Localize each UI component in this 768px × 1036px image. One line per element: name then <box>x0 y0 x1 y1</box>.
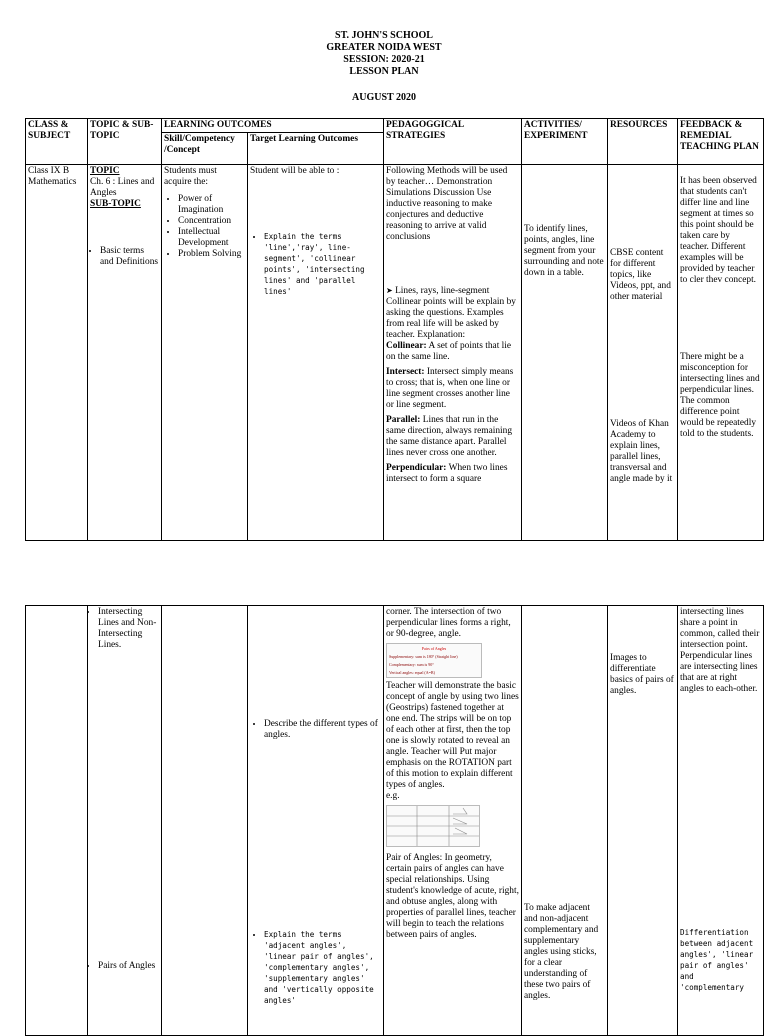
skill-item: • Power of Imagination <box>178 194 245 216</box>
col-header-class: CLASS & SUBJECT <box>26 119 88 165</box>
topic-text: Ch. 6 : Lines and Angles <box>90 177 155 198</box>
activity-text: To identify lines, points, angles, line segment from your surrounding and note down in a table. <box>524 224 604 278</box>
skill-item: • Problem Solving <box>178 249 245 260</box>
ped-eg: e.g. <box>386 791 400 801</box>
ped-cont: corner. The intersection of two perpendicular lines forms a right, or 90-degree, angle. <box>386 607 511 639</box>
col-header-activities: ACTIVITIES/ EXPERIMENT <box>522 119 608 165</box>
figure-row: Complementary: sum is 90° <box>389 662 434 667</box>
feedback-text-4: Differentiation between adjacent angles', 'linear pair of angles' and 'complementary <box>680 928 754 992</box>
skill-cell-empty <box>162 606 248 1036</box>
intersect-label: Intersect: <box>386 367 425 377</box>
resource-text-3: Images to differentiate basics of pairs of angles. <box>610 653 674 696</box>
parallel-text: Lines that run in the same direction, always remaining the same distance apart. Parallel lines never cross one another. <box>386 415 513 458</box>
intersect-text: Intersect simply means to cross; that is, when one line or line segment crosses another line or line segment. <box>386 367 514 410</box>
lesson-plan-table-page2 <box>25 605 764 1036</box>
subtopic-item: • Pairs of Angles <box>98 961 159 972</box>
target-item: • Explain the terms 'line','ray', line-segment', 'collinear points', 'intersecting lines' and 'parallel lines' <box>264 231 381 297</box>
doc-title: LESSON PLAN <box>349 66 419 77</box>
subtopic-item: • Intersecting Lines and Non-Intersecting Lines. <box>98 607 159 651</box>
target-cell <box>248 165 384 541</box>
resources-cell-2 <box>608 606 678 1036</box>
resource-text-2: Videos of Khan Academy to explain lines, parallel lines, transversal and angle made by it <box>610 419 673 484</box>
pairs-of-angles-figure <box>386 643 482 678</box>
target-cell-2 <box>248 606 384 1036</box>
target-intro: Student will be able to : <box>250 166 340 176</box>
subtopic-item: • Basic terms and Definitions <box>100 246 159 268</box>
pedagogical-cell <box>384 165 522 541</box>
ped-explain: Collinear points will be explain by asking the questions. Examples from real life will be asked by teacher. Explanation: <box>386 297 516 340</box>
ped-methods: Following Methods will be used by teacher… Demonstration Simulations Discussion Use inductive reasoning to make conjectures and deductive reasoning to arrive at valid conclusions <box>386 166 508 242</box>
feedback-cell <box>678 165 764 541</box>
topic-label: TOPIC <box>90 166 120 176</box>
activity-cell <box>522 165 608 541</box>
pedagogical-cell-2 <box>384 606 522 1036</box>
class-cell-empty <box>26 606 88 1036</box>
activity-cell-2 <box>522 606 608 1036</box>
col-header-topic: TOPIC & SUB-TOPIC <box>88 119 162 165</box>
month-title: AUGUST 2020 <box>352 92 416 103</box>
feedback-text-2: There might be a misconception for intersecting lines and perpendicular lines. The common difference point would be repeatedly told to the students. <box>680 352 760 439</box>
col-header-learning-outcomes: LEARNING OUTCOMES <box>162 119 384 133</box>
target-item: • Describe the different types of angles. <box>264 719 381 741</box>
arrow-icon: ➤ <box>386 286 393 295</box>
school-location: GREATER NOIDA WEST <box>326 42 442 53</box>
col-header-skill: Skill/Competency /Concept <box>162 133 248 165</box>
activity-text: To make adjacent and non-adjacent complementary and supplementary angles using sticks, for a clear understanding of these two pairs of angles. <box>524 903 599 1001</box>
angle-types-figure <box>386 805 480 847</box>
ped-pairs: Pair of Angles: In geometry, certain pairs of angles can have special relationships. Using student's knowledge of acute, right, and obtuse angles, along with properties of parallel lines, teacher will begin to teach the relations between pairs of angles. <box>386 853 519 940</box>
school-name: ST. JOHN'S SCHOOL <box>335 30 433 41</box>
col-header-resources: RESOURCES <box>608 119 678 165</box>
perp-text: When two lines intersect to form a square <box>386 463 508 484</box>
collinear-text: A set of points that lie on the same line. <box>386 341 512 362</box>
feedback-cell-2 <box>678 606 764 1036</box>
figure-row: Supplementary: sum is 180° (Straight line) <box>389 654 458 659</box>
skill-cell <box>162 165 248 541</box>
resources-cell <box>608 165 678 541</box>
skill-intro: Students must acquire the: <box>164 166 217 187</box>
skill-item: • Concentration <box>178 216 245 227</box>
feedback-text-1: It has been observed that students can't differ line and line segment at times so this point should be taken care by teacher. Different examples will be provided by teacher to cler thev concept. <box>680 176 757 285</box>
parallel-label: Parallel: <box>386 415 421 425</box>
ped-demo: Teacher will demonstrate the basic concept of angle by using two lines (Geostrips) fastened together at one end. The strips will be on top of each other at first, then the top one is slowly rotated to reveal an angle. Teacher will Put major emphasis on the ROTATION part of this motion to explain different types of angles. <box>386 681 519 790</box>
figure-title: Pairs of Angles <box>421 646 447 651</box>
angle-types-icon <box>387 806 479 846</box>
perp-label: Perpendicular: <box>386 463 447 473</box>
class-cell: Class IX B Mathematics <box>26 165 88 541</box>
figure-row: Vertical angles: equal (A=B) <box>389 670 435 675</box>
ped-bullet: Lines, rays, line-segment <box>395 286 490 296</box>
col-header-feedback: FEEDBACK & REMEDIAL TEACHING PLAN <box>678 119 764 165</box>
col-header-target: Target Learning Outcomes <box>248 133 384 165</box>
feedback-text-3: intersecting lines share a point in common, called their intersection point. Perpendicular lines are intersecting lines that are at right angles to each-other. <box>680 607 760 694</box>
lesson-plan-table-page1 <box>25 118 764 541</box>
col-header-pedagogical: PEDAGOGGICAL STRATEGIES <box>384 119 522 165</box>
target-item: • Explain the terms 'adjacent angles', 'linear pair of angles', 'complementary angles', 'supplementary angles' and 'vertically opposite angles' <box>264 929 381 1006</box>
session: SESSION: 2020-21 <box>343 54 425 65</box>
subtopic-label: SUB-TOPIC <box>90 199 141 209</box>
collinear-label: Collinear: <box>386 341 427 351</box>
skill-item: • Intellectual Development <box>178 227 245 249</box>
topic-cell-2 <box>88 606 162 1036</box>
topic-cell <box>88 165 162 541</box>
resource-text-1: CBSE content for different topics, like Videos, ppt, and other material <box>610 248 671 302</box>
